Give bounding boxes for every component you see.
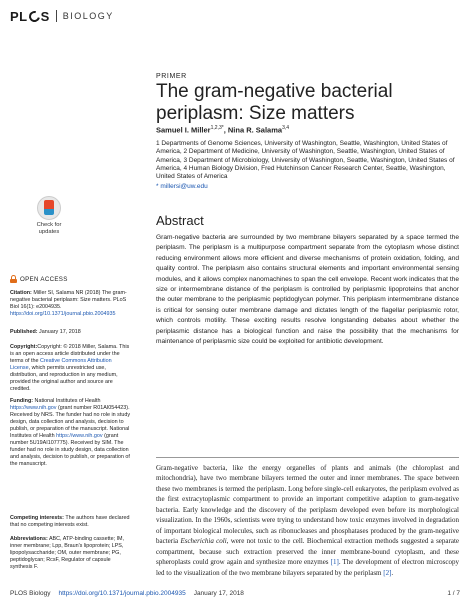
open-lock-icon <box>10 275 17 283</box>
footer-doi-link[interactable]: https://doi.org/10.1371/journal.pbio.2004935 <box>58 590 186 597</box>
abbreviations-label: Abbreviations: <box>10 536 48 542</box>
logo-divider <box>56 10 57 22</box>
reference-link[interactable]: [2] <box>383 568 392 577</box>
author-affil-ref[interactable]: 3,4 <box>282 125 290 131</box>
abstract-text: Gram-negative bacteria are surrounded by two membrane bilayers separated by a space termed the periplasm. The periplasm is a multipurpose compartment separate from the cytoplasm whose distinct reducing environment allows more efficient and diverse mechanisms of protein oxidation, folding, and quality control. The periplasm also contains structural elements and important environmental sensing modules, and it allows complex nanomachines to span the cell envelope. Recent work indicates that the size or intermembrane distance of the periplasm is controlled by periplasmic lipoproteins that anchor the outer membrane to the periplasmic peptidoglycan polymer. This periplasm intermembrane distance is critical for sensing outer membrane damage and dictates length of the flagellar periplasmic rotor, which controls motility. These exciting results resolve longstanding debates about whether the periplasmic distance has a biological function and raise the possibility that the mechanisms for maintenance of periplasmic size could be exploited for antibiotic development. <box>156 234 459 346</box>
journal-name: BIOLOGY <box>62 11 114 21</box>
competing-interests-block <box>10 515 132 529</box>
competing-label: Competing interests: <box>10 515 64 521</box>
plos-swirl-icon <box>27 8 42 23</box>
published-label: Published: <box>10 329 38 335</box>
published-block <box>10 329 132 336</box>
funding-text: National Institutes of Health <box>33 398 101 404</box>
check-for-updates-button[interactable] <box>31 196 67 236</box>
article-title: The gram-negative bacterial periplasm: Size matters <box>156 81 393 124</box>
funder-link[interactable]: https://www.nih.gov <box>56 433 103 440</box>
article-type: PRIMER <box>156 73 187 80</box>
author-name[interactable]: Nina R. Salama <box>227 125 283 135</box>
citation-label: Citation: <box>10 290 32 296</box>
author-list: Samuel I. Miller$^{1,2,3*}$, Nina R. Salama$^{3,4}$ <box>156 125 290 135</box>
reference-link[interactable]: [1] <box>330 558 339 567</box>
abbreviations-text: ABC, ATP-binding cassette; IM, inner membrane; Lpp, Braun's lipoprotein; LPS, lipopolysaccharide; OM, outer membrane; PG, peptidoglycan; RcsF, Regulator of capsule synthesis F. <box>10 536 125 571</box>
funding-label: Funding: <box>10 398 34 404</box>
funding-text: (grant number 5U19AI107775). Received by SIM. The funder had no role in study design, data collection and analysis, decision to publish, or preparation of the manuscript. <box>10 433 130 468</box>
citation-doi-link[interactable]: https://doi.org/10.1371/journal.pbio.2004935 <box>10 311 116 318</box>
open-access-badge[interactable] <box>10 275 68 283</box>
species-name: Escherichia coli <box>180 537 227 546</box>
body-text-part: , were not toxic to the cell. Biochemical extraction methods suggested a separate compartment, because such extraction preserved the inner membrane-bound cytoplasm, and these spheroplasts could grow again and synthesize more enzymes <box>156 537 459 567</box>
citation-block <box>10 290 132 318</box>
license-link[interactable]: Creative Commons Attribution License <box>10 358 112 372</box>
affiliations: 1 Departments of Genome Sciences, University of Washington, Seattle, Washington, United States of America, 2 Department of Medicine, University of Washington, Seattle, Washington, United States of America, 3 Department of Microbiology, University of Washington, Seattle, Washington, United States of America, 4 Human Biology Division, Fred Hutchinson Cancer Research Center, Seattle, Washington, United States of America <box>156 140 455 181</box>
page-footer <box>10 590 460 597</box>
body-paragraph <box>156 463 459 578</box>
abstract-heading: Abstract <box>156 213 204 228</box>
footer-journal: PLOS Biology <box>10 590 51 597</box>
copyright-text: Copyright: © 2018 Miller, Salama. This is an open access article distributed under the terms of the <box>10 344 130 365</box>
funder-link[interactable]: https://www.nih.gov <box>10 405 57 412</box>
corresponding-mark[interactable]: * <box>221 125 224 131</box>
plos-brand-text: PL <box>10 8 28 24</box>
citation-text: Miller SI, Salama NR (2018) The gram-negative bacterial periplasm: Size matters. PLoS Biol 16(1): e2004935. <box>10 290 127 311</box>
footer-date: January 17, 2018 <box>193 590 244 597</box>
journal-logo[interactable] <box>10 9 114 23</box>
body-text-part: Gram-negative bacteria, like the energy organelles of plants and animals (the chloroplast and mitochondria), have two membrane bilayers termed the outer and inner membranes. The space between these two membranes is termed the periplasm. Long before single-cell eukaryotes, the periplasm evolved as the first extracytoplasmic compartment to provide an important competitive adaption to gram-negative bacteria. Early knowledge and the discovery of the periplasm developed even before its morphological visualization. In the 1960s, scientists were trying to understand how toxic enzymes involved in degradation of important biological molecules, such as ribonucleases and phosphatases produced by the gram-negative bacteria <box>156 464 459 546</box>
check-updates-label: Check for updates <box>36 222 62 235</box>
funding-block <box>10 398 132 468</box>
author-affil-ref[interactable]: 1,2,3 <box>210 125 222 131</box>
crossmark-icon <box>37 196 61 220</box>
corresponding-email[interactable]: * millersi@uw.edu <box>156 183 208 190</box>
published-date: January 17, 2018 <box>37 329 81 335</box>
body-text-part: . <box>391 568 394 577</box>
copyright-block: Copyright:Copyright: © 2018 Miller, Salama. This is an open access article distributed under the terms of the Creative Commons Attribution License, which permits unrestricted use, distribution, and reproduction in any medium, provided the original author and source are credited. <box>10 344 130 393</box>
section-divider <box>156 457 459 458</box>
plos-brand-text-end: S <box>40 8 50 24</box>
page-number: 1 / 7 <box>447 590 460 597</box>
body-text-part: . The development of electron microscopy led to the visualization of the two membrane bilayers separated by the periplasm <box>156 558 459 577</box>
author-name[interactable]: Samuel I. Miller <box>156 125 211 135</box>
plos-wordmark <box>10 9 50 24</box>
competing-text: The authors have declared that no competing interests exist. <box>10 515 130 529</box>
funding-text: (grant number R01AI054423). Received by NRS. The funder had no role in study design, data collection and analysis, decision to publish, or preparation of the manuscript. National Institutes of Health <box>10 405 131 440</box>
open-access-label: OPEN ACCESS <box>20 275 68 283</box>
abbreviations-block <box>10 536 132 571</box>
copyright-text-end: , which permits unrestricted use, distribution, and reproduction in any medium, provided the original author and source are credited. <box>10 365 118 393</box>
